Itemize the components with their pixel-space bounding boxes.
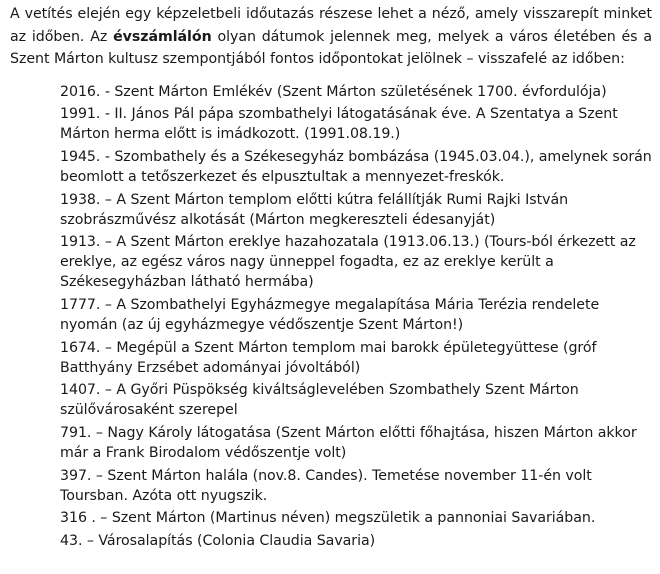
timeline-entry-1777: 1777. – A Szombathelyi Egyházmegye megalapítása Mária Terézia rendelete nyomán (az új egyházmegye védőszentje Szent Márton!)	[60, 296, 600, 333]
timeline-entry-397: 397. – Szent Márton halála (nov.8. Candes). Temetése november 11-én volt Toursban. Azóta ott nyugszik.	[60, 467, 592, 504]
timeline-list	[10, 82, 652, 552]
intro-paragraph	[10, 3, 652, 71]
intro-text-start: A vetítés elején egy képzeletbeli időutazás részese lehet a néző, amely visszarepít minket az időben. Az	[10, 6, 652, 45]
timeline-entry-1407: 1407. – A Győri Püspökség kiváltságlevelében Szombathely Szent Márton szülővárosaként szerepel	[60, 382, 579, 419]
intro-text-end: olyan dátumok jelennek meg, melyek a város életében és a Szent Márton kultusz szempontjából fontos időpontokat jelölnek – visszafelé az időben:	[10, 28, 652, 67]
timeline-entry-1913: 1913. – A Szent Márton ereklye hazahozatala (1913.06.13.) (Tours-ból érkezett az ereklye, az egész város nagy ünneppel fogadta, ez az ereklye került a Székesegyházban látható hermába)	[60, 234, 636, 291]
intro-keyword: évszámlálón	[113, 28, 212, 45]
timeline-entry-791: 791. – Nagy Károly látogatása (Szent Márton előtti főhajtása, hiszen Márton akkor már a Frank Birodalom védőszentje volt)	[60, 425, 637, 461]
timeline-entry-2016: 2016. - Szent Márton Emlékév (Szent Márton születésének 1700. évfordulója)	[60, 83, 607, 100]
timeline-entry-1938: 1938. – A Szent Márton templom előtti kútra felállítják Rumi Rajki István szobrászművész alkotását (Márton megkereszteli édesanyját)	[60, 191, 569, 228]
timeline-entry-43: 43. – Városalapítás (Colonia Claudia Savaria)	[60, 533, 376, 550]
timeline-entry-316: 316 . – Szent Márton (Martinus néven) megszületik a pannoniai Savariában.	[60, 510, 596, 527]
timeline-entry-1674: 1674. – Megépül a Szent Márton templom mai barokk épületegyüttese (gróf Batthyány Erzsébet adományai jóvoltából)	[60, 339, 597, 376]
timeline-entry-1945: 1945. - Szombathely és a Székesegyház bombázása (1945.03.04.), amelynek során beomlott a tetőszerkezet és elpusztultak a mennyezet-freskók.	[60, 148, 652, 185]
timeline-entry-1991: 1991. - II. János Pál pápa szombathelyi látogatásának éve. A Szentatya a Szent Márton herma előtt is imádkozott. (1991.08.19.)	[60, 106, 618, 143]
